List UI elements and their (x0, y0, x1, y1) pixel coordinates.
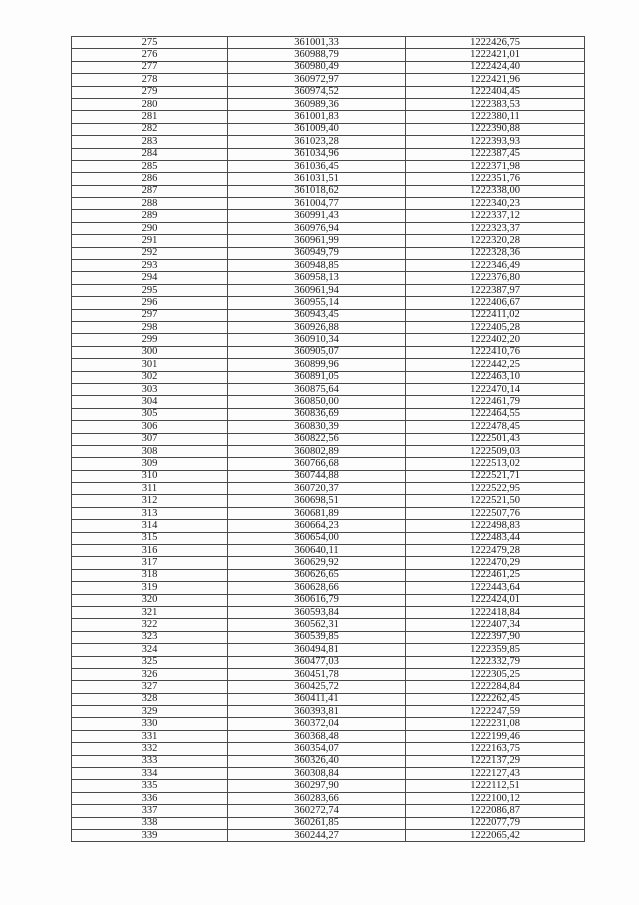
point-number-cell: 290 (72, 222, 228, 234)
y-coordinate-cell: 1222371,98 (406, 160, 585, 172)
table-row (72, 730, 585, 742)
y-coordinate-cell: 1222522,95 (406, 483, 585, 495)
x-coordinate-cell: 360961,94 (228, 284, 406, 296)
y-coordinate-cell: 1222323,37 (406, 222, 585, 234)
y-coordinate-cell: 1222483,44 (406, 532, 585, 544)
table-row (72, 755, 585, 767)
table-row (72, 98, 585, 110)
y-coordinate-cell: 1222402,20 (406, 334, 585, 346)
x-coordinate-cell: 360326,40 (228, 755, 406, 767)
x-coordinate-cell: 360822,56 (228, 433, 406, 445)
y-coordinate-cell: 1222479,28 (406, 545, 585, 557)
point-number-cell: 307 (72, 433, 228, 445)
table-row (72, 49, 585, 61)
x-coordinate-cell: 360766,68 (228, 458, 406, 470)
table-row (72, 495, 585, 507)
x-coordinate-cell: 360948,85 (228, 260, 406, 272)
table-row (72, 185, 585, 197)
point-number-cell: 329 (72, 706, 228, 718)
x-coordinate-cell: 360261,85 (228, 817, 406, 829)
table-row (72, 706, 585, 718)
y-coordinate-cell: 1222351,76 (406, 173, 585, 185)
point-number-cell: 315 (72, 532, 228, 544)
point-number-cell: 284 (72, 148, 228, 160)
point-number-cell: 313 (72, 507, 228, 519)
table-row (72, 606, 585, 618)
table-row (72, 210, 585, 222)
point-number-cell: 305 (72, 408, 228, 420)
point-number-cell: 318 (72, 569, 228, 581)
x-coordinate-cell: 360393,81 (228, 706, 406, 718)
y-coordinate-cell: 1222328,36 (406, 247, 585, 259)
table-row (72, 594, 585, 606)
y-coordinate-cell: 1222393,93 (406, 136, 585, 148)
x-coordinate-cell: 361001,33 (228, 37, 406, 49)
x-coordinate-cell: 360961,99 (228, 235, 406, 247)
y-coordinate-cell: 1222163,75 (406, 743, 585, 755)
x-coordinate-cell: 361023,28 (228, 136, 406, 148)
y-coordinate-cell: 1222338,00 (406, 185, 585, 197)
table-row (72, 768, 585, 780)
table-row (72, 86, 585, 98)
x-coordinate-cell: 360562,31 (228, 619, 406, 631)
y-coordinate-cell: 1222424,40 (406, 61, 585, 73)
x-coordinate-cell: 360664,23 (228, 520, 406, 532)
point-number-cell: 293 (72, 260, 228, 272)
point-number-cell: 282 (72, 123, 228, 135)
x-coordinate-cell: 360372,04 (228, 718, 406, 730)
point-number-cell: 333 (72, 755, 228, 767)
y-coordinate-cell: 1222376,80 (406, 272, 585, 284)
x-coordinate-cell: 360910,34 (228, 334, 406, 346)
y-coordinate-cell: 1222231,08 (406, 718, 585, 730)
x-coordinate-cell: 360368,48 (228, 730, 406, 742)
table-row (72, 61, 585, 73)
y-coordinate-cell: 1222521,50 (406, 495, 585, 507)
y-coordinate-cell: 1222406,67 (406, 297, 585, 309)
point-number-cell: 308 (72, 445, 228, 457)
point-number-cell: 339 (72, 830, 228, 842)
point-number-cell: 332 (72, 743, 228, 755)
y-coordinate-cell: 1222305,25 (406, 668, 585, 680)
table-row (72, 148, 585, 160)
y-coordinate-cell: 1222470,29 (406, 557, 585, 569)
point-number-cell: 304 (72, 396, 228, 408)
x-coordinate-cell: 360616,79 (228, 594, 406, 606)
y-coordinate-cell: 1222320,28 (406, 235, 585, 247)
table-row (72, 334, 585, 346)
table-row (72, 458, 585, 470)
x-coordinate-cell: 360425,72 (228, 681, 406, 693)
table-row (72, 408, 585, 420)
y-coordinate-cell: 1222100,12 (406, 792, 585, 804)
y-coordinate-cell: 1222509,03 (406, 445, 585, 457)
table-row (72, 136, 585, 148)
x-coordinate-cell: 360976,94 (228, 222, 406, 234)
point-number-cell: 306 (72, 421, 228, 433)
table-row (72, 532, 585, 544)
table-row (72, 582, 585, 594)
x-coordinate-cell: 360283,66 (228, 792, 406, 804)
y-coordinate-cell: 1222262,45 (406, 693, 585, 705)
point-number-cell: 321 (72, 606, 228, 618)
point-number-cell: 276 (72, 49, 228, 61)
x-coordinate-cell: 360972,97 (228, 74, 406, 86)
point-number-cell: 337 (72, 805, 228, 817)
y-coordinate-cell: 1222443,64 (406, 582, 585, 594)
x-coordinate-cell: 360955,14 (228, 297, 406, 309)
table-row (72, 396, 585, 408)
x-coordinate-cell: 360539,85 (228, 631, 406, 643)
point-number-cell: 314 (72, 520, 228, 532)
table-row (72, 371, 585, 383)
x-coordinate-cell: 360830,39 (228, 421, 406, 433)
table-row (72, 792, 585, 804)
table-row (72, 173, 585, 185)
table-row (72, 222, 585, 234)
table-row (72, 557, 585, 569)
y-coordinate-cell: 1222421,01 (406, 49, 585, 61)
table-row (72, 235, 585, 247)
point-number-cell: 281 (72, 111, 228, 123)
point-number-cell: 326 (72, 668, 228, 680)
y-coordinate-cell: 1222199,46 (406, 730, 585, 742)
y-coordinate-cell: 1222332,79 (406, 656, 585, 668)
point-number-cell: 294 (72, 272, 228, 284)
point-number-cell: 319 (72, 582, 228, 594)
point-number-cell: 334 (72, 768, 228, 780)
point-number-cell: 324 (72, 644, 228, 656)
table-row (72, 693, 585, 705)
x-coordinate-cell: 360494,81 (228, 644, 406, 656)
x-coordinate-cell: 360988,79 (228, 49, 406, 61)
table-row (72, 644, 585, 656)
point-number-cell: 338 (72, 817, 228, 829)
y-coordinate-cell: 1222507,76 (406, 507, 585, 519)
point-number-cell: 278 (72, 74, 228, 86)
y-coordinate-cell: 1222247,59 (406, 706, 585, 718)
point-number-cell: 317 (72, 557, 228, 569)
y-coordinate-cell: 1222464,55 (406, 408, 585, 420)
table-row (72, 520, 585, 532)
x-coordinate-cell: 360899,96 (228, 359, 406, 371)
table-row (72, 321, 585, 333)
table-row (72, 37, 585, 49)
table-row (72, 198, 585, 210)
x-coordinate-cell: 361001,83 (228, 111, 406, 123)
y-coordinate-cell: 1222418,84 (406, 606, 585, 618)
point-number-cell: 299 (72, 334, 228, 346)
y-coordinate-cell: 1222284,84 (406, 681, 585, 693)
point-number-cell: 289 (72, 210, 228, 222)
point-number-cell: 295 (72, 284, 228, 296)
point-number-cell: 279 (72, 86, 228, 98)
point-number-cell: 336 (72, 792, 228, 804)
x-coordinate-cell: 360698,51 (228, 495, 406, 507)
table-row (72, 743, 585, 755)
point-number-cell: 322 (72, 619, 228, 631)
point-number-cell: 285 (72, 160, 228, 172)
coordinates-table (71, 36, 585, 842)
x-coordinate-cell: 360308,84 (228, 768, 406, 780)
x-coordinate-cell: 360272,74 (228, 805, 406, 817)
y-coordinate-cell: 1222463,10 (406, 371, 585, 383)
y-coordinate-cell: 1222086,87 (406, 805, 585, 817)
x-coordinate-cell: 360681,89 (228, 507, 406, 519)
x-coordinate-cell: 360720,37 (228, 483, 406, 495)
y-coordinate-cell: 1222397,90 (406, 631, 585, 643)
y-coordinate-cell: 1222411,02 (406, 309, 585, 321)
table-row (72, 718, 585, 730)
point-number-cell: 286 (72, 173, 228, 185)
y-coordinate-cell: 1222383,53 (406, 98, 585, 110)
x-coordinate-cell: 360640,11 (228, 545, 406, 557)
table-row (72, 830, 585, 842)
point-number-cell: 283 (72, 136, 228, 148)
point-number-cell: 280 (72, 98, 228, 110)
point-number-cell: 300 (72, 346, 228, 358)
y-coordinate-cell: 1222112,51 (406, 780, 585, 792)
table-row (72, 433, 585, 445)
table-row (72, 260, 585, 272)
x-coordinate-cell: 360974,52 (228, 86, 406, 98)
x-coordinate-cell: 361004,77 (228, 198, 406, 210)
point-number-cell: 316 (72, 545, 228, 557)
y-coordinate-cell: 1222407,34 (406, 619, 585, 631)
x-coordinate-cell: 360836,69 (228, 408, 406, 420)
point-number-cell: 302 (72, 371, 228, 383)
table-row (72, 123, 585, 135)
x-coordinate-cell: 361031,51 (228, 173, 406, 185)
table-row (72, 470, 585, 482)
x-coordinate-cell: 361034,96 (228, 148, 406, 160)
y-coordinate-cell: 1222501,43 (406, 433, 585, 445)
y-coordinate-cell: 1222137,29 (406, 755, 585, 767)
x-coordinate-cell: 360802,89 (228, 445, 406, 457)
table-row (72, 309, 585, 321)
y-coordinate-cell: 1222424,01 (406, 594, 585, 606)
x-coordinate-cell: 360593,84 (228, 606, 406, 618)
x-coordinate-cell: 360989,36 (228, 98, 406, 110)
y-coordinate-cell: 1222065,42 (406, 830, 585, 842)
x-coordinate-cell: 360629,92 (228, 557, 406, 569)
x-coordinate-cell: 360354,07 (228, 743, 406, 755)
point-number-cell: 288 (72, 198, 228, 210)
table-row (72, 297, 585, 309)
x-coordinate-cell: 360875,64 (228, 383, 406, 395)
x-coordinate-cell: 360628,66 (228, 582, 406, 594)
x-coordinate-cell: 360244,27 (228, 830, 406, 842)
y-coordinate-cell: 1222337,12 (406, 210, 585, 222)
y-coordinate-cell: 1222410,76 (406, 346, 585, 358)
x-coordinate-cell: 360626,65 (228, 569, 406, 581)
point-number-cell: 323 (72, 631, 228, 643)
point-number-cell: 277 (72, 61, 228, 73)
table-row (72, 160, 585, 172)
y-coordinate-cell: 1222390,88 (406, 123, 585, 135)
y-coordinate-cell: 1222340,23 (406, 198, 585, 210)
x-coordinate-cell: 360411,41 (228, 693, 406, 705)
table-row (72, 445, 585, 457)
table-row (72, 111, 585, 123)
x-coordinate-cell: 361009,40 (228, 123, 406, 135)
point-number-cell: 292 (72, 247, 228, 259)
y-coordinate-cell: 1222426,75 (406, 37, 585, 49)
point-number-cell: 296 (72, 297, 228, 309)
point-number-cell: 298 (72, 321, 228, 333)
point-number-cell: 327 (72, 681, 228, 693)
table-row (72, 483, 585, 495)
x-coordinate-cell: 360654,00 (228, 532, 406, 544)
point-number-cell: 309 (72, 458, 228, 470)
x-coordinate-cell: 360891,05 (228, 371, 406, 383)
table-row (72, 272, 585, 284)
y-coordinate-cell: 1222521,71 (406, 470, 585, 482)
y-coordinate-cell: 1222513,02 (406, 458, 585, 470)
point-number-cell: 330 (72, 718, 228, 730)
y-coordinate-cell: 1222498,83 (406, 520, 585, 532)
x-coordinate-cell: 360949,79 (228, 247, 406, 259)
table-row (72, 74, 585, 86)
point-number-cell: 301 (72, 359, 228, 371)
x-coordinate-cell: 360477,03 (228, 656, 406, 668)
point-number-cell: 303 (72, 383, 228, 395)
point-number-cell: 331 (72, 730, 228, 742)
y-coordinate-cell: 1222421,96 (406, 74, 585, 86)
table-row (72, 805, 585, 817)
table-row (72, 780, 585, 792)
x-coordinate-cell: 360980,49 (228, 61, 406, 73)
point-number-cell: 325 (72, 656, 228, 668)
table-row (72, 247, 585, 259)
point-number-cell: 320 (72, 594, 228, 606)
y-coordinate-cell: 1222359,85 (406, 644, 585, 656)
y-coordinate-cell: 1222442,25 (406, 359, 585, 371)
point-number-cell: 335 (72, 780, 228, 792)
y-coordinate-cell: 1222404,45 (406, 86, 585, 98)
x-coordinate-cell: 360744,88 (228, 470, 406, 482)
table-row (72, 421, 585, 433)
table-row (72, 284, 585, 296)
y-coordinate-cell: 1222387,45 (406, 148, 585, 160)
table-row (72, 817, 585, 829)
x-coordinate-cell: 361018,62 (228, 185, 406, 197)
table-row (72, 569, 585, 581)
point-number-cell: 275 (72, 37, 228, 49)
x-coordinate-cell: 360451,78 (228, 668, 406, 680)
y-coordinate-cell: 1222470,14 (406, 383, 585, 395)
table-row (72, 668, 585, 680)
table-row (72, 346, 585, 358)
table-row (72, 681, 585, 693)
point-number-cell: 297 (72, 309, 228, 321)
y-coordinate-cell: 1222380,11 (406, 111, 585, 123)
y-coordinate-cell: 1222127,43 (406, 768, 585, 780)
table-body (72, 37, 585, 842)
x-coordinate-cell: 360297,90 (228, 780, 406, 792)
table-row (72, 383, 585, 395)
y-coordinate-cell: 1222461,79 (406, 396, 585, 408)
table-row (72, 656, 585, 668)
y-coordinate-cell: 1222405,28 (406, 321, 585, 333)
y-coordinate-cell: 1222346,49 (406, 260, 585, 272)
y-coordinate-cell: 1222478,45 (406, 421, 585, 433)
x-coordinate-cell: 360850,00 (228, 396, 406, 408)
point-number-cell: 291 (72, 235, 228, 247)
y-coordinate-cell: 1222387,97 (406, 284, 585, 296)
point-number-cell: 311 (72, 483, 228, 495)
point-number-cell: 287 (72, 185, 228, 197)
x-coordinate-cell: 360905,07 (228, 346, 406, 358)
table-row (72, 631, 585, 643)
x-coordinate-cell: 360943,45 (228, 309, 406, 321)
x-coordinate-cell: 360958,13 (228, 272, 406, 284)
point-number-cell: 310 (72, 470, 228, 482)
table-row (72, 507, 585, 519)
y-coordinate-cell: 1222461,25 (406, 569, 585, 581)
x-coordinate-cell: 360926,88 (228, 321, 406, 333)
table-row (72, 359, 585, 371)
x-coordinate-cell: 360991,43 (228, 210, 406, 222)
x-coordinate-cell: 361036,45 (228, 160, 406, 172)
point-number-cell: 312 (72, 495, 228, 507)
point-number-cell: 328 (72, 693, 228, 705)
table-row (72, 545, 585, 557)
y-coordinate-cell: 1222077,79 (406, 817, 585, 829)
table-row (72, 619, 585, 631)
